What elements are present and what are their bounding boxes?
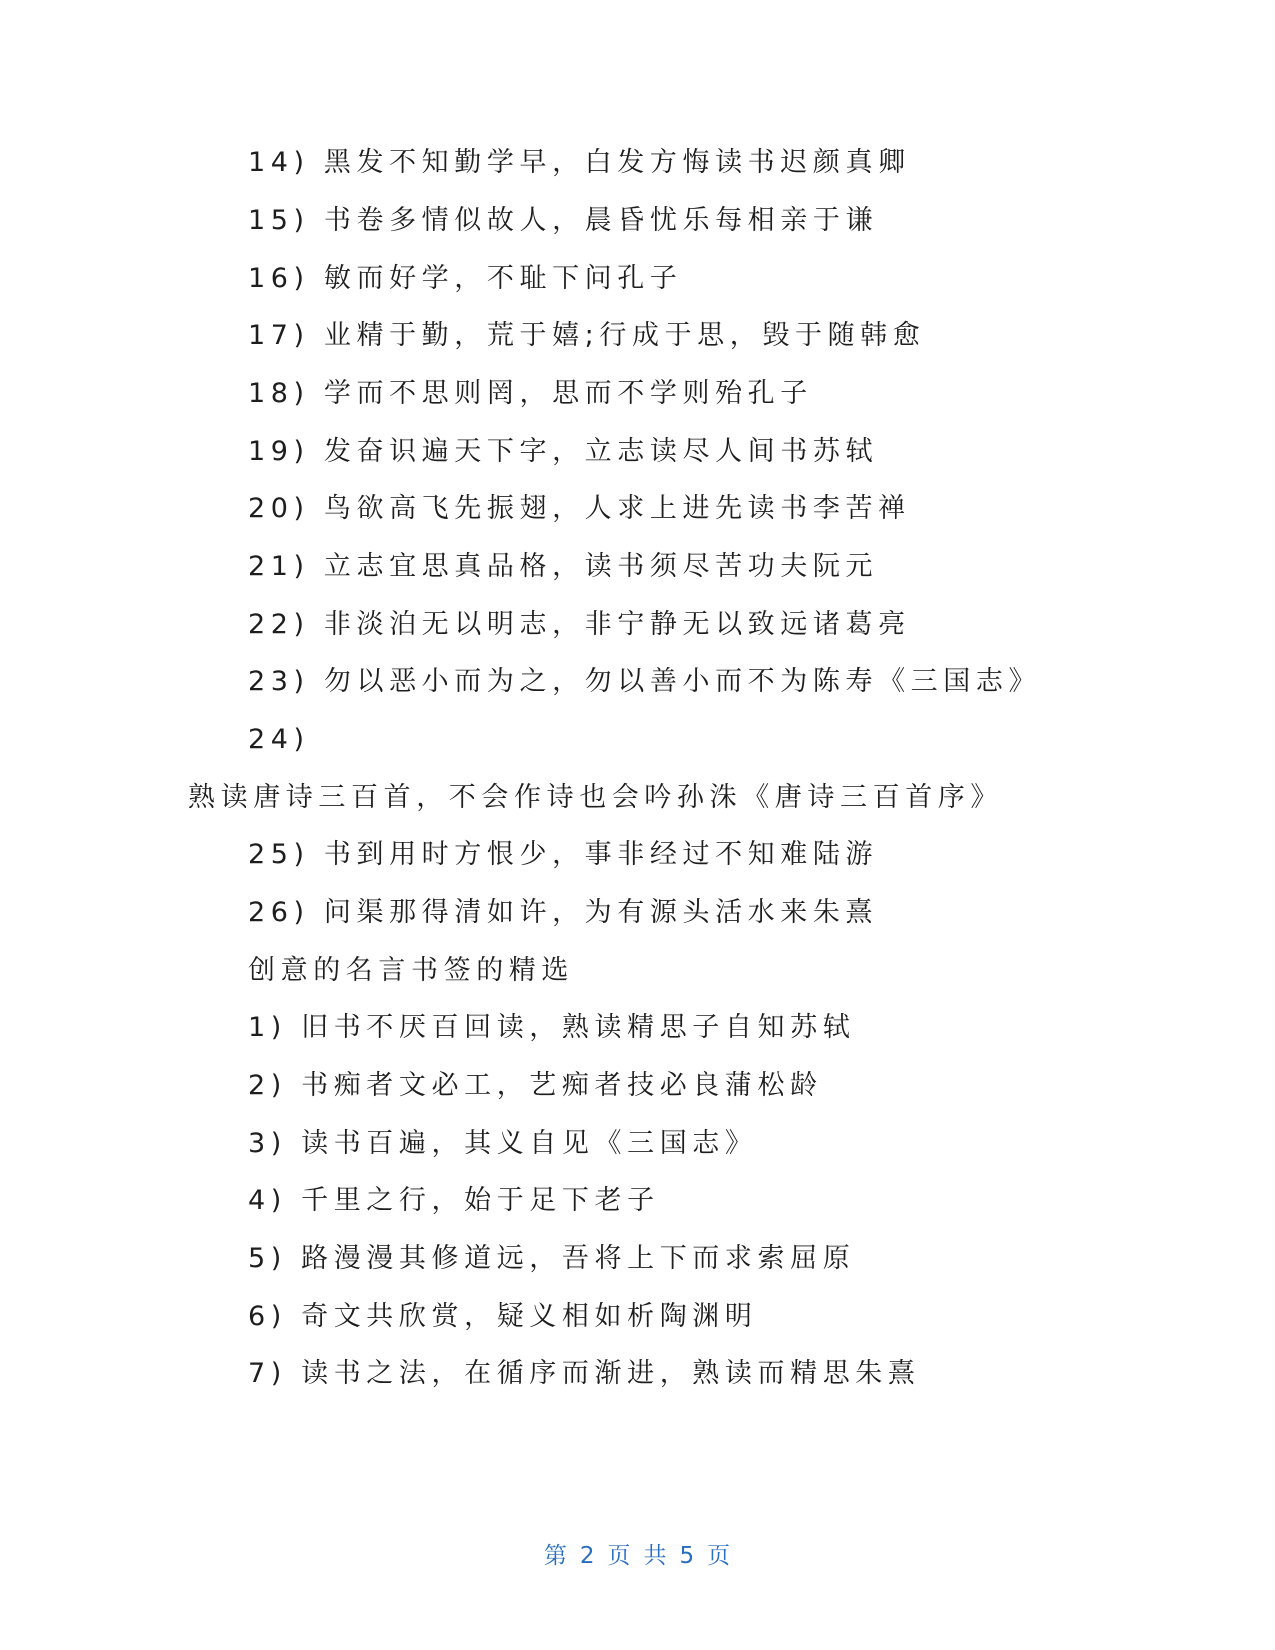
- quote-line: 熟读唐诗三百首，不会作诗也会吟孙洙《唐诗三百首序》: [188, 782, 1003, 813]
- footer-total-label: 共: [643, 1543, 668, 1569]
- quote-line: 17) 业精于勤，荒于嬉;行成于思，毁于随韩愈: [248, 320, 926, 351]
- page-footer: [0, 1537, 1275, 1570]
- total-page-number: 5: [679, 1543, 696, 1569]
- quote-line: 19) 发奋识遍天下字，立志读尽人间书苏轼: [248, 436, 879, 467]
- quote-line: 22) 非淡泊无以明志，非宁静无以致远诸葛亮: [248, 609, 911, 640]
- quote-line: 21) 立志宜思真品格，读书须尽苦功夫阮元: [248, 551, 879, 582]
- quote-line: 20) 鸟欲高飞先振翅，人求上进先读书李苦禅: [248, 493, 911, 524]
- quote-line: 1) 旧书不厌百回读，熟读精思子自知苏轼: [248, 1012, 856, 1043]
- quote-line: 23) 勿以恶小而为之，勿以善小而不为陈寿《三国志》: [248, 666, 1042, 697]
- quote-line: 24): [248, 724, 310, 755]
- section-heading: 创意的名言书签的精选: [248, 955, 574, 986]
- quote-line: 2) 书痴者文必工，艺痴者技必良蒲松龄: [248, 1070, 823, 1101]
- quote-line: 4) 千里之行，始于足下老子: [248, 1185, 660, 1216]
- quote-line: 14) 黑发不知勤学早，白发方悔读书迟颜真卿: [248, 147, 911, 178]
- quote-line: 15) 书卷多情似故人，晨昏忧乐每相亲于谦: [248, 205, 879, 236]
- footer-prefix: 第: [543, 1543, 568, 1569]
- quote-line: 7) 读书之法，在循序而渐进，熟读而精思朱熹: [248, 1358, 921, 1389]
- quote-line: 25) 书到用时方恨少，事非经过不知难陆游: [248, 839, 879, 870]
- quote-line: 5) 路漫漫其修道远，吾将上下而求索屈原: [248, 1243, 856, 1274]
- quote-line: 26) 问渠那得清如许，为有源头活水来朱熹: [248, 897, 879, 928]
- footer-suffix: 页: [707, 1543, 732, 1569]
- footer-page-label: 页: [607, 1543, 632, 1569]
- quote-line: 3) 读书百遍，其义自见《三国志》: [248, 1128, 758, 1159]
- quote-line: 6) 奇文共欣赏，疑义相如析陶渊明: [248, 1301, 758, 1332]
- current-page-number: 2: [579, 1543, 596, 1569]
- quote-line: 18) 学而不思则罔，思而不学则殆孔子: [248, 378, 813, 409]
- quote-line: 16) 敏而好学，不耻下问孔子: [248, 263, 683, 294]
